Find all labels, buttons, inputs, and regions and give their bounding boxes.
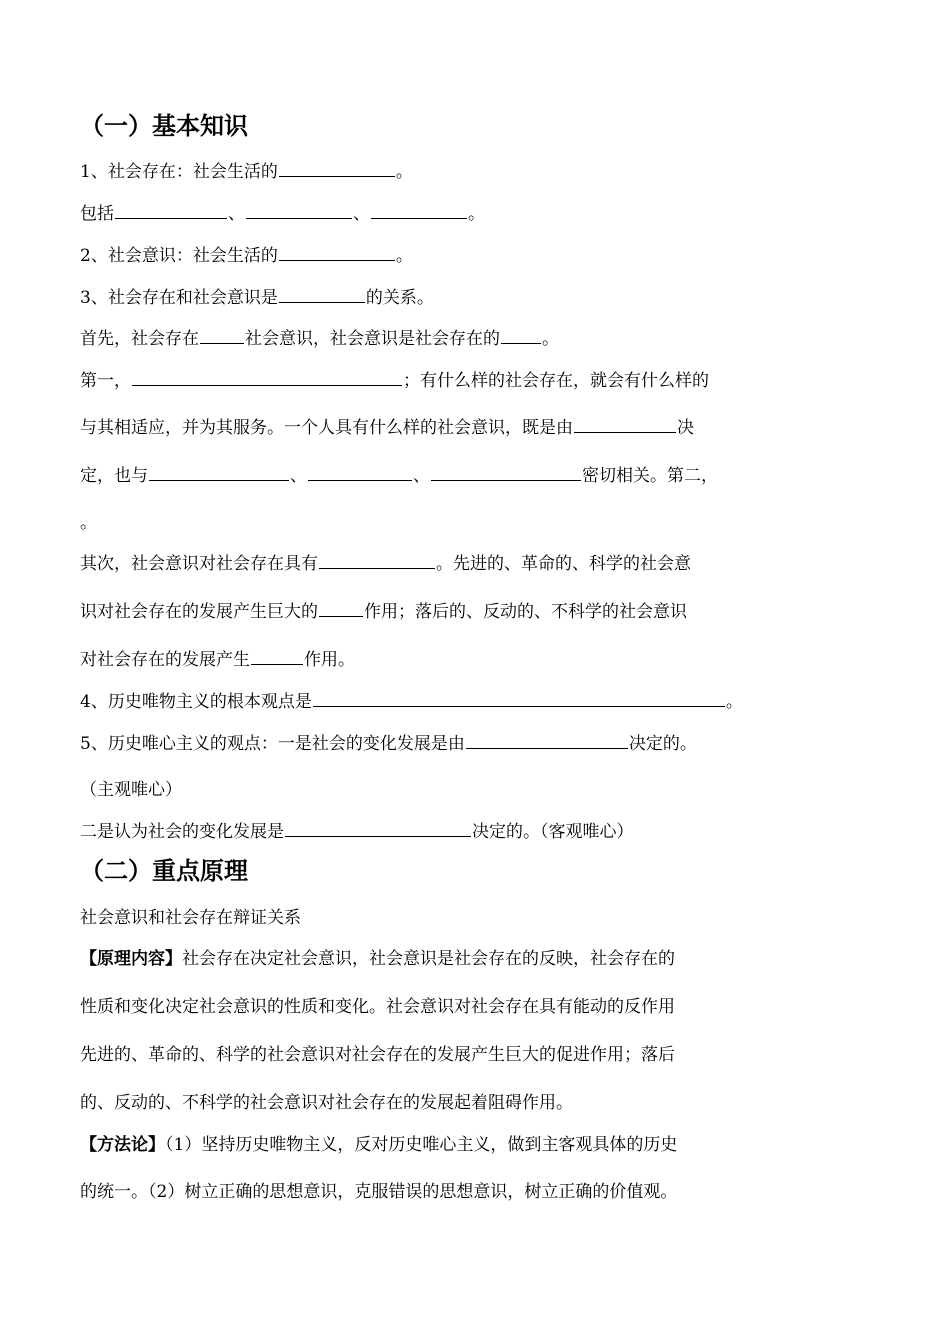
line-social-consciousness: 2、社会意识：社会生活的 。 bbox=[80, 246, 413, 266]
blank[interactable] bbox=[279, 244, 395, 261]
line-objective-idealism: 二是认为社会的变化发展是 决定的。（客观唯心） bbox=[80, 822, 634, 842]
blank[interactable] bbox=[313, 690, 725, 707]
line-adapt: 与其相适应，并为其服务。一个人具有什么样的社会意识，既是由 决 bbox=[80, 418, 694, 438]
section2-title: （二）重点原理 bbox=[80, 857, 248, 885]
blank[interactable] bbox=[501, 327, 541, 344]
line-hinder: 对社会存在的发展产生 作用。 bbox=[80, 650, 355, 670]
blank[interactable] bbox=[319, 552, 435, 569]
blank[interactable] bbox=[246, 202, 352, 219]
method-line-2: 的统一。（2）树立正确的思想意识，克服错误的思想意识，树立正确的价值观。 bbox=[80, 1182, 678, 1202]
method-line-1: 【方法论】（1）坚持历史唯物主义，反对历史唯心主义，做到主客观具体的历史 bbox=[80, 1135, 678, 1155]
blank[interactable] bbox=[431, 464, 581, 481]
section1-title: （一）基本知识 bbox=[80, 112, 248, 140]
blank[interactable] bbox=[115, 202, 227, 219]
blank[interactable] bbox=[574, 416, 676, 433]
line-includes: 包括 、 、 。 bbox=[80, 204, 485, 224]
method-tag: 【方法论】 bbox=[80, 1135, 165, 1155]
blank[interactable] bbox=[308, 464, 412, 481]
blank[interactable] bbox=[371, 202, 467, 219]
blank[interactable] bbox=[200, 327, 244, 344]
line-promote: 识对社会存在的发展产生巨大的 作用；落后的、反动的、不科学的社会意识 bbox=[80, 602, 687, 622]
line-relation: 3、社会存在和社会意识是 的关系。 bbox=[80, 288, 434, 308]
line-social-existence: 1、社会存在：社会生活的 。 bbox=[80, 162, 413, 182]
line-historical-idealism: 5、历史唯心主义的观点：一是社会的变化发展是由 决定的。 bbox=[80, 734, 697, 754]
line-period: 。 bbox=[80, 513, 97, 533]
line-determined: 定，也与 、 、 密切相关。第二， bbox=[80, 466, 718, 486]
blank[interactable] bbox=[279, 286, 365, 303]
blank[interactable] bbox=[149, 464, 289, 481]
line-secondly: 其次，社会意识对社会存在具有 。先进的、革命的、科学的社会意 bbox=[80, 554, 691, 574]
line-subjective-idealism: （主观唯心） bbox=[80, 780, 182, 800]
line-first: 首先，社会存在 社会意识，社会意识是社会存在的 。 bbox=[80, 329, 559, 349]
principle-line-1: 【原理内容】社会存在决定社会意识，社会意识是社会存在的反映，社会存在的 bbox=[80, 949, 675, 969]
section2-subtitle: 社会意识和社会存在辩证关系 bbox=[80, 908, 301, 928]
principle-tag: 【原理内容】 bbox=[80, 949, 182, 969]
principle-line-4: 的、反动的、不科学的社会意识对社会存在的发展起着阻碍作用。 bbox=[80, 1093, 573, 1113]
blank[interactable] bbox=[251, 648, 303, 665]
blank[interactable] bbox=[285, 820, 471, 837]
blank[interactable] bbox=[279, 160, 395, 177]
blank[interactable] bbox=[319, 600, 363, 617]
blank[interactable] bbox=[466, 732, 628, 749]
principle-line-2: 性质和变化决定社会意识的性质和变化。社会意识对社会存在具有能动的反作用 bbox=[80, 997, 675, 1017]
line-historical-materialism: 4、历史唯物主义的根本观点是 。 bbox=[80, 692, 743, 712]
line-firstly: 第一， ；有什么样的社会存在，就会有什么样的 bbox=[80, 371, 709, 391]
blank[interactable] bbox=[132, 369, 402, 386]
principle-line-3: 先进的、革命的、科学的社会意识对社会存在的发展产生巨大的促进作用；落后 bbox=[80, 1045, 675, 1065]
